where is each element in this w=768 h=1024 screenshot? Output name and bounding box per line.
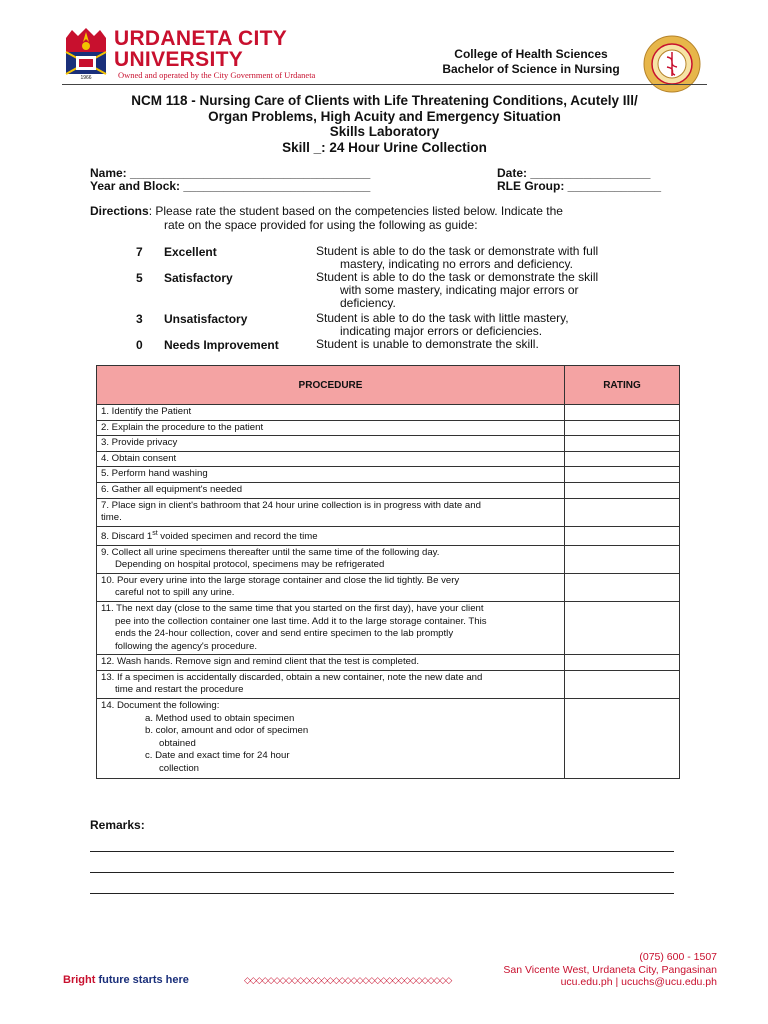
procedure-step — [97, 573, 565, 601]
contact-phone: (075) 600 - 1507 — [639, 951, 717, 963]
table-row — [97, 601, 680, 654]
step-line: time and restart the procedure — [115, 684, 244, 696]
scale-desc-line: Student is able to do the task with little mastery, — [316, 311, 569, 325]
procedure-step: 12. Wash hands. Remove sign and remind client that the test is completed. — [97, 655, 565, 671]
table-row — [97, 526, 680, 545]
scale-desc-line: Student is able to do the task or demonstrate with full — [316, 244, 599, 258]
scale-number: 5 — [136, 271, 143, 285]
table-row — [97, 699, 680, 779]
table-row — [97, 405, 680, 421]
college-name: College of Health Sciences — [454, 47, 608, 61]
rating-cell[interactable] — [565, 670, 680, 698]
scale-desc-line: Student is unable to demonstrate the skill. — [316, 337, 539, 351]
scale-desc-line: with some mastery, indicating major errors or — [340, 283, 579, 297]
directions-text — [90, 204, 670, 232]
procedure-step — [97, 526, 565, 545]
procedure-table — [96, 365, 680, 779]
rating-cell[interactable] — [565, 498, 680, 526]
owned-by-text: Owned and operated by the City Government of Urdaneta — [118, 70, 316, 80]
university-name — [114, 28, 334, 70]
table-row — [97, 482, 680, 498]
remarks-line[interactable] — [90, 872, 674, 873]
procedure-column-header: PROCEDURE — [97, 366, 565, 405]
table-row — [97, 420, 680, 436]
step-line: 8. Discard 1 — [101, 530, 153, 542]
step-line: 11. The next day (close to the same time that you started on the first day), have your client — [101, 602, 484, 614]
rating-cell[interactable] — [565, 526, 680, 545]
scale-desc-line: mastery, indicating no errors and deficiency. — [340, 257, 573, 271]
table-row — [97, 545, 680, 573]
contact-address: San Vicente West, Urdaneta City, Pangasinan — [503, 963, 717, 976]
rating-cell[interactable] — [565, 655, 680, 671]
scale-label: Unsatisfactory — [164, 312, 248, 326]
scale-description — [316, 338, 676, 351]
year-block-field[interactable]: Year and Block: ____________________________ — [90, 179, 371, 193]
rle-group-field[interactable]: RLE Group: ______________ — [497, 179, 662, 193]
step-line: 7. Place sign in client's bathroom that 24 hour urine collection is in progress with date and — [101, 499, 481, 511]
step-line: time. — [101, 512, 122, 524]
scale-description — [316, 245, 676, 271]
title-line-1: NCM 118 - Nursing Care of Clients with Life Threatening Conditions, Acutely Ill/ — [131, 93, 638, 108]
remarks-line[interactable] — [90, 893, 674, 894]
procedure-step — [97, 498, 565, 526]
step-subitem: collection — [159, 763, 199, 775]
step-line: following the agency's procedure. — [115, 640, 258, 652]
rating-cell[interactable] — [565, 420, 680, 436]
document-title — [62, 93, 707, 155]
step-subitem: a. Method used to obtain specimen — [145, 712, 295, 724]
name-field[interactable]: Name: ____________________________________ — [90, 166, 371, 180]
step-subitem: b. color, amount and odor of specimen — [145, 725, 309, 737]
directions-body: : Please rate the student based on the competencies listed below. Indicate the — [148, 204, 563, 218]
table-row — [97, 670, 680, 698]
college-block — [400, 47, 662, 77]
directions-body-2: rate on the space provided for using the following as guide: — [164, 218, 478, 232]
date-field[interactable]: Date: __________________ — [497, 166, 651, 180]
footer-tagline — [63, 974, 189, 986]
rating-cell[interactable] — [565, 573, 680, 601]
university-logo — [62, 28, 110, 80]
scale-desc-line: indicating major errors or deficiencies. — [340, 324, 543, 338]
scale-label: Satisfactory — [164, 271, 233, 285]
procedure-step: 5. Perform hand washing — [97, 467, 565, 483]
rating-cell[interactable] — [565, 699, 680, 779]
table-row — [97, 498, 680, 526]
step-line: 9. Collect all urine specimens thereafter until the same time of the following day. — [101, 546, 440, 558]
scale-label: Needs Improvement — [164, 338, 279, 352]
table-row — [97, 573, 680, 601]
procedure-step — [97, 699, 565, 779]
step-line: careful not to spill any urine. — [115, 587, 235, 599]
scale-description — [316, 271, 676, 310]
step-subitem: obtained — [159, 737, 196, 749]
header-divider — [62, 84, 707, 85]
scale-desc-line: Student is able to do the task or demonstrate the skill — [316, 270, 599, 284]
rating-cell[interactable] — [565, 545, 680, 573]
title-line-2: Organ Problems, High Acuity and Emergency Situation — [208, 108, 561, 124]
title-line-3: Skills Laboratory — [329, 124, 440, 139]
contact-block — [460, 951, 717, 989]
table-header-row — [97, 366, 680, 405]
scale-number: 0 — [136, 338, 143, 352]
scale-description — [316, 312, 676, 338]
step-line: Depending on hospital protocol, specimens may be refrigerated — [115, 559, 385, 571]
procedure-step: 3. Provide privacy — [97, 436, 565, 452]
procedure-step — [97, 601, 565, 654]
scale-number: 7 — [136, 245, 143, 259]
rating-cell[interactable] — [565, 436, 680, 452]
rating-cell[interactable] — [565, 601, 680, 654]
table-row — [97, 436, 680, 452]
remarks-label: Remarks: — [90, 818, 145, 832]
scale-label: Excellent — [164, 245, 217, 259]
procedure-step: 6. Gather all equipment's needed — [97, 482, 565, 498]
step-subitem: c. Date and exact time for 24 hour — [145, 750, 290, 762]
rating-cell[interactable] — [565, 482, 680, 498]
procedure-step: 4. Obtain consent — [97, 451, 565, 467]
procedure-step — [97, 670, 565, 698]
rating-cell[interactable] — [565, 451, 680, 467]
remarks-line[interactable] — [90, 851, 674, 852]
directions-label: Directions — [90, 204, 149, 218]
step-line: voided specimen and record the time — [157, 530, 318, 542]
procedure-step — [97, 545, 565, 573]
table-row — [97, 451, 680, 467]
step-line: 13. If a specimen is accidentally discarded, obtain a new container, note the new date and — [101, 671, 483, 683]
rating-cell[interactable] — [565, 467, 680, 483]
logo-year: 1966 — [80, 75, 92, 80]
table-row — [97, 467, 680, 483]
contact-web[interactable]: ucu.edu.ph | ucuchs@ucu.edu.ph — [560, 976, 717, 988]
rating-cell[interactable] — [565, 405, 680, 421]
table-row — [97, 655, 680, 671]
scale-number: 3 — [136, 312, 143, 326]
diamond-divider: ◇◇◇◇◇◇◇◇◇◇◇◇◇◇◇◇◇◇◇◇◇◇◇◇◇◇◇◇◇◇◇◇◇◇◇ — [244, 975, 452, 985]
step-line: 14. Document the following: — [101, 700, 220, 712]
step-line: pee into the collection container one last time. Add it to the large storage container. This — [115, 615, 487, 627]
step-line: ends the 24-hour collection, cover and send entire specimen to the lab promptly — [115, 628, 454, 640]
procedure-step: 1. Identify the Patient — [97, 405, 565, 421]
program-name: Bachelor of Science in Nursing — [442, 62, 620, 76]
university-name-line1: URDANETA CITY — [114, 27, 288, 50]
scale-desc-line: deficiency. — [340, 296, 396, 310]
step-line: 10. Pour every urine into the large storage container and close the lid tightly. Be very — [101, 574, 460, 586]
title-line-4: Skill _: 24 Hour Urine Collection — [282, 139, 487, 155]
procedure-step: 2. Explain the procedure to the patient — [97, 420, 565, 436]
step-superscript: st — [152, 529, 158, 537]
university-name-line2: UNIVERSITY — [114, 48, 244, 71]
rating-column-header: RATING — [565, 366, 680, 405]
tagline-rest: future starts here — [95, 974, 189, 986]
tagline-bright: Bright — [63, 974, 96, 986]
